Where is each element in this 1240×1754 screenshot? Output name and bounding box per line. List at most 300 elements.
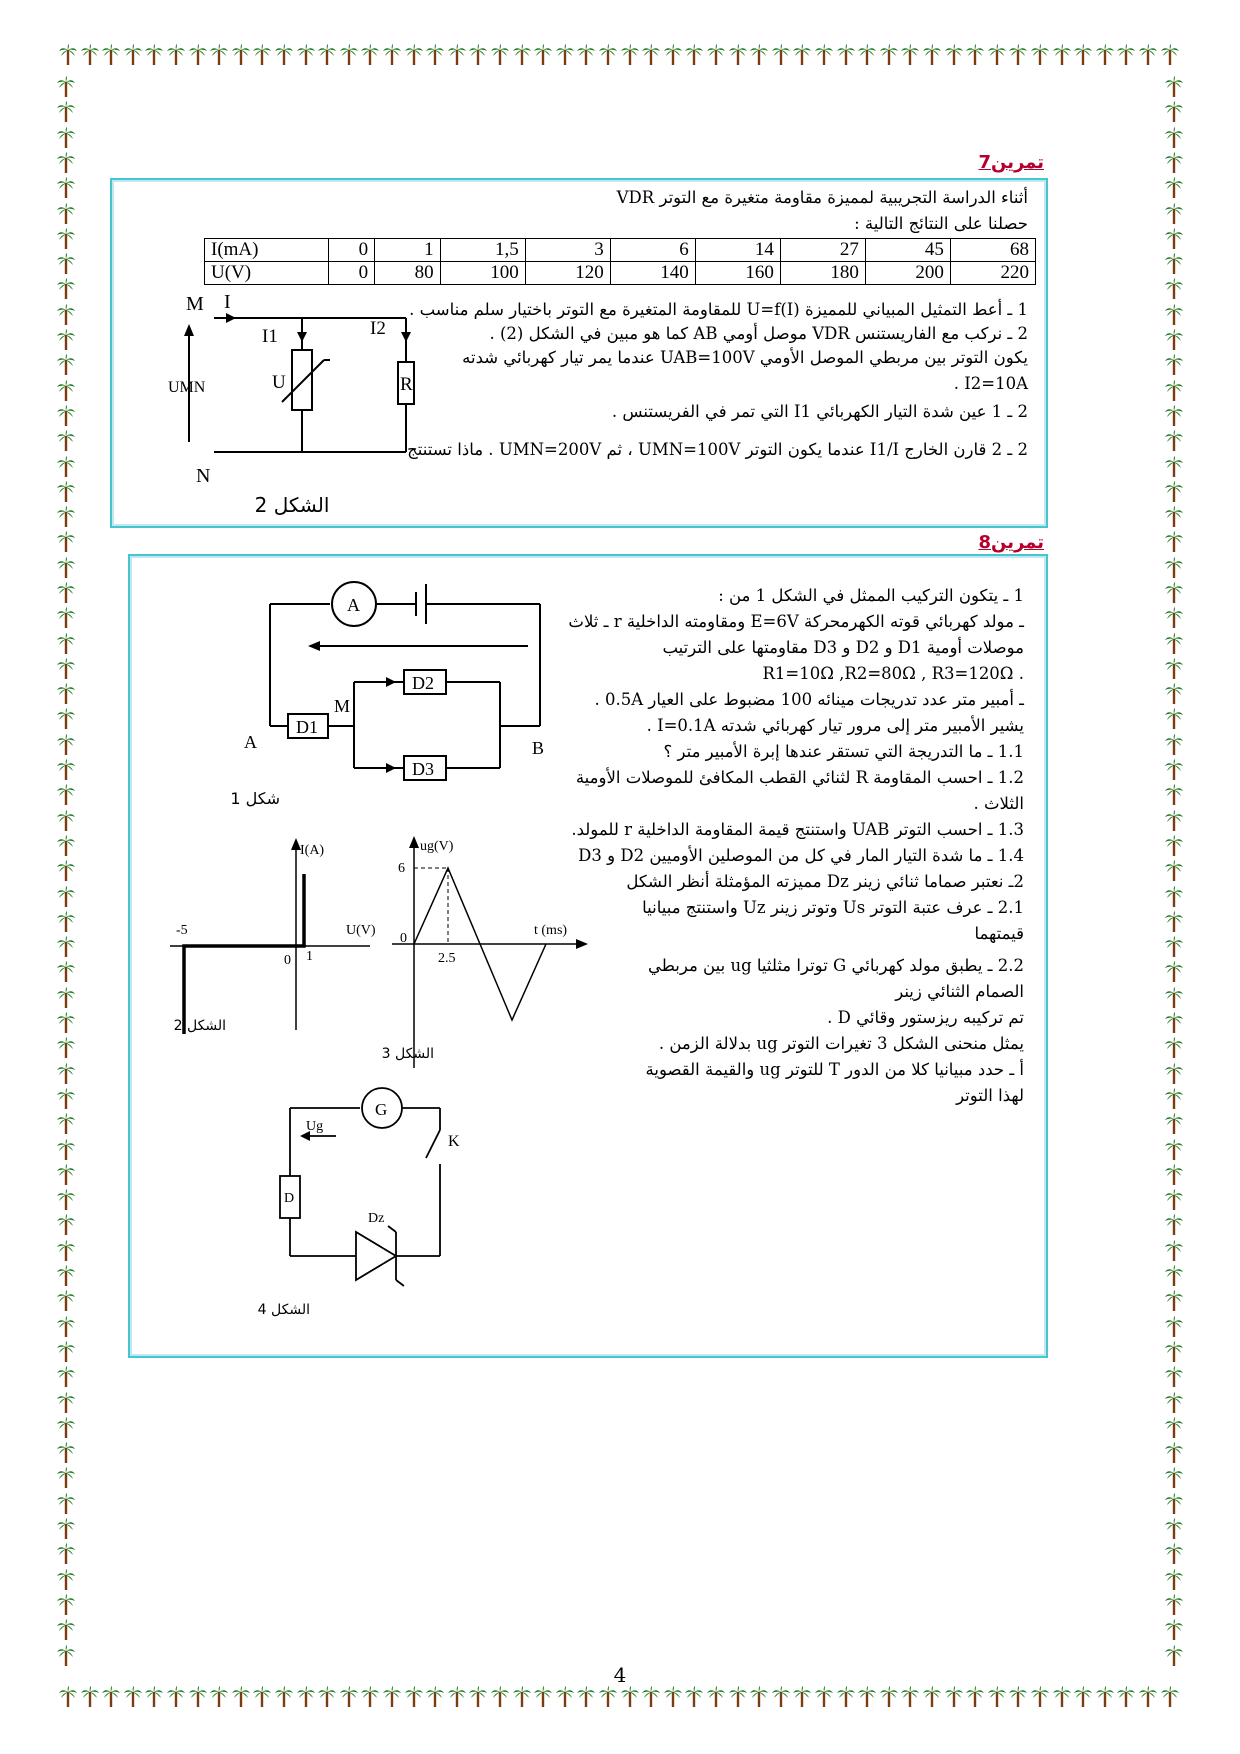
palm-tree-icon: [1164, 1392, 1184, 1414]
palm-tree-icon: [1164, 582, 1184, 604]
table-cell: 14: [695, 239, 780, 262]
text-line: قيمتهما: [974, 924, 1024, 943]
palm-tree-icon: [620, 1686, 640, 1708]
question-line: 2 ـ 1 عين شدة التيار الكهربائي I1 التي تمر في الفريستنس .: [611, 402, 1028, 421]
palm-tree-icon: [1164, 1290, 1184, 1312]
palm-tree-icon: [56, 658, 76, 680]
palm-tree-icon: [1164, 456, 1184, 478]
palm-tree-icon: [1073, 1686, 1093, 1708]
table-cell: I(mA): [205, 239, 329, 262]
palm-tree-icon: [1164, 152, 1184, 174]
label-B: B: [532, 738, 545, 758]
palm-tree-icon: [56, 1088, 76, 1110]
axis-label-x: t (ms): [534, 923, 568, 938]
palm-tree-icon: [576, 1686, 596, 1708]
palm-tree-icon: [944, 1686, 964, 1708]
palm-tree-icon: [404, 44, 424, 66]
label-ug: Ug: [306, 1119, 324, 1134]
palm-tree-icon: [56, 228, 76, 250]
palm-tree-icon: [1052, 44, 1072, 66]
label-M: M: [334, 696, 351, 716]
palm-tree-icon: [620, 44, 640, 66]
tick-label: 6: [398, 861, 405, 876]
palm-tree-icon: [56, 405, 76, 427]
palm-tree-icon: [663, 1686, 683, 1708]
palm-tree-icon: [166, 44, 186, 66]
text-line: 1.4 ـ ما شدة التيار المار في كل من الموصلين الأوميين D2 و D3: [578, 846, 1024, 865]
palm-tree-icon: [339, 1686, 359, 1708]
palm-tree-icon: [922, 44, 942, 66]
palm-tree-icon: [166, 1686, 186, 1708]
table-cell: 6: [610, 239, 695, 262]
palm-tree-icon: [274, 1686, 294, 1708]
palm-tree-icon: [123, 1686, 143, 1708]
palm-tree-icon: [56, 1467, 76, 1489]
text-line: ـ أمبير متر عدد تدريجات مينائه 100 مضبوط على العيار 0.5A .: [594, 690, 1024, 709]
palm-tree-icon: [1164, 1139, 1184, 1161]
text-line: أ ـ حدد مبيانيا كلا من الدور T للتوتر ug والقيمة القصوية: [645, 1060, 1024, 1079]
palm-tree-icon: [56, 734, 76, 756]
palm-tree-icon: [56, 354, 76, 376]
palm-tree-icon: [56, 961, 76, 983]
palm-tree-icon: [56, 1037, 76, 1059]
palm-tree-icon: [56, 1341, 76, 1363]
palm-tree-icon: [1164, 1493, 1184, 1515]
table-cell: 68: [950, 239, 1035, 262]
palm-tree-icon: [56, 987, 76, 1009]
palm-tree-icon: [252, 1686, 272, 1708]
palm-tree-icon: [1116, 44, 1136, 66]
palm-tree-icon: [814, 44, 834, 66]
palm-tree-icon: [101, 44, 121, 66]
palm-tree-icon: [1164, 1366, 1184, 1388]
palm-tree-icon: [56, 1290, 76, 1312]
palm-tree-icon: [728, 44, 748, 66]
palm-tree-icon: [792, 1686, 812, 1708]
palm-tree-icon: [1164, 987, 1184, 1009]
palm-tree-icon: [1164, 1341, 1184, 1363]
exercise-8-box: [128, 554, 1048, 1358]
palm-tree-icon: [58, 1686, 78, 1708]
palm-tree-icon: [1164, 911, 1184, 933]
palm-tree-icon: [274, 44, 294, 66]
palm-tree-icon: [1160, 1686, 1180, 1708]
palm-tree-icon: [836, 1686, 856, 1708]
palm-tree-icon: [1164, 633, 1184, 655]
palm-tree-icon: [1164, 936, 1184, 958]
palm-tree-icon: [1138, 44, 1158, 66]
palm-tree-icon: [857, 44, 877, 66]
palm-tree-icon: [144, 1686, 164, 1708]
palm-tree-icon: [56, 911, 76, 933]
palm-tree-icon: [1164, 759, 1184, 781]
palm-tree-icon: [1164, 304, 1184, 326]
palm-tree-icon: [56, 860, 76, 882]
palm-tree-icon: [56, 1214, 76, 1236]
palm-tree-icon: [533, 44, 553, 66]
arrow-icon: [226, 313, 236, 323]
palm-tree-icon: [1164, 683, 1184, 705]
palm-tree-icon: [56, 835, 76, 857]
palm-tree-icon: [1164, 1543, 1184, 1565]
exercise-7-box: [110, 178, 1048, 528]
palm-tree-icon: [1030, 1686, 1050, 1708]
palm-tree-icon: [965, 1686, 985, 1708]
label-I2: I2: [370, 318, 386, 339]
palm-tree-icon: [490, 44, 510, 66]
question-line: 2 ـ نركب مع الفاريستنس VDR موصل أومي AB كما هو مبين في الشكل (2) .: [489, 324, 1028, 343]
exercise-7-title: تمرين7: [978, 152, 1044, 173]
palm-tree-icon: [749, 1686, 769, 1708]
palm-tree-icon: [360, 1686, 380, 1708]
table-cell: 0: [328, 262, 374, 285]
palm-tree-icon: [56, 936, 76, 958]
palm-tree-icon: [56, 203, 76, 225]
table-cell: 120: [525, 262, 610, 285]
palm-tree-icon: [1164, 481, 1184, 503]
palm-tree-icon: [1073, 44, 1093, 66]
palm-tree-icon: [900, 44, 920, 66]
text-line: 1.2 ـ احسب المقاومة R لثنائي القطب المكافئ للموصلات الأومية: [575, 768, 1024, 787]
palm-tree-icon: [56, 329, 76, 351]
palm-tree-icon: [771, 1686, 791, 1708]
palm-tree-icon: [188, 1686, 208, 1708]
text-line: 1.3 ـ احسب التوتر UAB واستنتج قيمة المقاومة الداخلية r للمولد.: [571, 820, 1024, 839]
palm-tree-icon: [749, 44, 769, 66]
text-line: . R1=10Ω ,R2=80Ω , R3=120Ω: [762, 664, 1024, 683]
palm-tree-icon: [1164, 1037, 1184, 1059]
palm-tree-icon: [684, 44, 704, 66]
label-D1: D1: [296, 717, 318, 737]
circuit-figure-4: [257, 1086, 530, 1326]
palm-tree-icon: [1164, 1088, 1184, 1110]
label-U: U: [272, 372, 286, 393]
palm-tree-icon: [1164, 1417, 1184, 1439]
palm-tree-icon: [1164, 354, 1184, 376]
palm-tree-icon: [317, 1686, 337, 1708]
palm-tree-icon: [56, 253, 76, 275]
palm-tree-icon: [1164, 329, 1184, 351]
text-line: ـ مولد كهربائي قوته الكهرمحركة E=6V ومقاومته الداخلية r ـ ثلاث: [568, 612, 1024, 631]
palm-tree-icon: [317, 44, 337, 66]
palm-tree-icon: [1164, 734, 1184, 756]
palm-tree-icon: [56, 456, 76, 478]
palm-tree-icon: [1095, 1686, 1115, 1708]
palm-tree-icon: [1164, 1240, 1184, 1262]
label-I1: I1: [262, 326, 278, 347]
table-cell: 1,5: [440, 239, 525, 262]
text-line: الصمام الثنائي زينر: [895, 982, 1024, 1001]
palm-tree-icon: [922, 1686, 942, 1708]
palm-tree-icon: [555, 44, 575, 66]
palm-tree-icon: [80, 1686, 100, 1708]
palm-tree-icon: [56, 531, 76, 553]
palm-tree-icon: [339, 44, 359, 66]
axis-label-y: ug(V): [420, 839, 454, 854]
text-line: موصلات أومية D1 و D2 و D3 مقاومتها على الترتيب: [662, 638, 1024, 657]
palm-tree-icon: [56, 1012, 76, 1034]
palm-tree-icon: [1164, 1063, 1184, 1085]
palm-tree-icon: [1164, 531, 1184, 553]
palm-tree-icon: [1164, 835, 1184, 857]
palm-tree-icon: [56, 1442, 76, 1464]
palm-tree-icon: [814, 1686, 834, 1708]
palm-tree-icon: [144, 44, 164, 66]
table-cell: 160: [695, 262, 780, 285]
palm-tree-icon: [56, 1619, 76, 1641]
palm-tree-icon: [1164, 860, 1184, 882]
palm-tree-icon: [56, 177, 76, 199]
table-cell: 1: [375, 239, 441, 262]
palm-tree-icon: [56, 1139, 76, 1161]
palm-tree-icon: [56, 1316, 76, 1338]
palm-tree-icon: [1095, 44, 1115, 66]
palm-tree-icon: [360, 44, 380, 66]
palm-tree-icon: [56, 1265, 76, 1287]
palm-tree-icon: [56, 1543, 76, 1565]
palm-tree-icon: [1164, 1113, 1184, 1135]
palm-tree-icon: [468, 44, 488, 66]
palm-tree-icon: [56, 784, 76, 806]
palm-tree-icon: [1164, 961, 1184, 983]
table-cell: 3: [525, 239, 610, 262]
palm-tree-icon: [56, 1594, 76, 1616]
intro-line: أثناء الدراسة التجريبية لمميزة مقاومة متغيرة مع التوتر VDR: [616, 188, 1028, 207]
label-A: A: [244, 732, 257, 752]
palm-tree-icon: [1164, 253, 1184, 275]
label-D2: D2: [412, 673, 434, 693]
palm-tree-icon: [56, 152, 76, 174]
palm-tree-icon: [879, 1686, 899, 1708]
palm-tree-icon: [56, 481, 76, 503]
palm-tree-icon: [56, 557, 76, 579]
question-line: 2 ـ 2 قارن الخارج I1/I عندما يكون التوتر UMN=100V ، ثم UMN=200V . ماذا تستنتج: [407, 440, 1028, 459]
palm-tree-icon: [1160, 44, 1180, 66]
table-cell: 220: [950, 262, 1035, 285]
ammeter-label: A: [347, 595, 360, 615]
palm-tree-icon: [56, 1164, 76, 1186]
palm-tree-icon: [56, 430, 76, 452]
palm-tree-icon: [533, 1686, 553, 1708]
palm-tree-icon: [404, 1686, 424, 1708]
palm-tree-icon: [728, 1686, 748, 1708]
palm-tree-icon: [56, 1366, 76, 1388]
measurement-table: [204, 238, 1036, 285]
palm-tree-icon: [231, 1686, 251, 1708]
circuit-figure-2: [168, 291, 474, 524]
text-line: الثلاث .: [973, 794, 1024, 813]
table-cell: 200: [865, 262, 950, 285]
palm-tree-icon: [1164, 1265, 1184, 1287]
label-I: I: [224, 291, 231, 313]
palm-tree-icon: [252, 44, 272, 66]
text-line: يشير الأمبير متر إلى مرور تيار كهربائي شدته I=0.1A .: [646, 716, 1024, 735]
palm-tree-icon: [1164, 76, 1184, 98]
palm-tree-icon: [1164, 886, 1184, 908]
tick-label: 1: [306, 949, 313, 964]
tick-label: 0: [284, 953, 291, 968]
table-cell: 180: [780, 262, 865, 285]
palm-tree-icon: [296, 44, 316, 66]
palm-tree-icon: [56, 1417, 76, 1439]
figure-caption: الشكل 3: [381, 1046, 434, 1062]
palm-tree-icon: [512, 1686, 532, 1708]
palm-tree-icon: [1164, 784, 1184, 806]
palm-tree-icon: [1164, 1316, 1184, 1338]
palm-tree-icon: [58, 44, 78, 66]
palm-tree-icon: [56, 1113, 76, 1135]
palm-tree-icon: [56, 304, 76, 326]
arrow-icon: [308, 641, 320, 651]
palm-tree-icon: [1164, 430, 1184, 452]
arrow-icon: [386, 677, 396, 687]
palm-tree-icon: [56, 759, 76, 781]
tick-label: 0: [400, 931, 407, 946]
figure-caption: الشكل 2: [173, 1018, 226, 1034]
palm-tree-icon: [706, 44, 726, 66]
palm-tree-icon: [56, 76, 76, 98]
palm-tree-icon: [641, 44, 661, 66]
palm-tree-icon: [1164, 810, 1184, 832]
palm-tree-icon: [576, 44, 596, 66]
voltage-graph-figure-3: [381, 832, 594, 1072]
palm-tree-icon: [56, 380, 76, 402]
table-cell: 80: [375, 262, 441, 285]
text-line: 2.1 ـ عرف عتبة التوتر Us وتوتر زينر Uz واستنتج مبيانيا: [642, 898, 1024, 917]
palm-tree-icon: [1052, 1686, 1072, 1708]
palm-tree-icon: [1164, 101, 1184, 123]
palm-tree-icon: [56, 1063, 76, 1085]
table-cell: 27: [780, 239, 865, 262]
palm-tree-icon: [1164, 228, 1184, 250]
axis-label-x: U(V): [346, 923, 376, 938]
palm-tree-icon: [447, 44, 467, 66]
palm-tree-icon: [209, 1686, 229, 1708]
axis-label-y: I(A): [300, 843, 325, 858]
text-line: تم تركيبه ريزستور وقائي D .: [827, 1008, 1024, 1027]
palm-tree-icon: [80, 44, 100, 66]
palm-tree-icon: [1164, 1594, 1184, 1616]
exercise-8-title: تمرين8: [978, 532, 1044, 553]
palm-tree-icon: [1164, 1569, 1184, 1591]
palm-tree-icon: [1164, 607, 1184, 629]
question-line: 1 ـ أعط التمثيل المبياني للمميزة U=f(I) للمقاومة المتغيرة مع التوتر باختيار سلم مناسب .: [409, 300, 1028, 319]
table-cell: 0: [328, 239, 374, 262]
palm-tree-icon: [1164, 278, 1184, 300]
palm-tree-icon: [987, 44, 1007, 66]
tick-label: 2.5: [438, 951, 456, 966]
palm-tree-icon: [56, 1392, 76, 1414]
table-cell: U(V): [205, 262, 329, 285]
palm-tree-icon: [1164, 506, 1184, 528]
label-Dz: Dz: [368, 1211, 385, 1226]
palm-tree-icon: [56, 1569, 76, 1591]
palm-tree-icon: [490, 1686, 510, 1708]
palm-tree-icon: [1164, 405, 1184, 427]
palm-tree-icon: [56, 127, 76, 149]
palm-tree-icon: [1030, 44, 1050, 66]
table-row: [205, 239, 1036, 262]
palm-tree-icon: [56, 633, 76, 655]
label-D: D: [284, 1191, 295, 1206]
arrow-icon: [184, 324, 194, 336]
palm-tree-icon: [965, 44, 985, 66]
palm-tree-icon: [684, 1686, 704, 1708]
palm-tree-icon: [56, 1493, 76, 1515]
zener-characteristic-figure-2: [160, 834, 380, 1034]
generator-label: G: [375, 1100, 388, 1119]
palm-tree-icon: [879, 44, 899, 66]
palm-tree-icon: [382, 1686, 402, 1708]
palm-tree-icon: [425, 44, 445, 66]
palm-tree-icon: [1164, 658, 1184, 680]
palm-tree-icon: [1164, 1619, 1184, 1641]
palm-tree-icon: [56, 101, 76, 123]
palm-tree-icon: [56, 1518, 76, 1540]
circuit-figure-1: [230, 560, 610, 810]
palm-tree-icon: [512, 44, 532, 66]
palm-tree-icon: [231, 44, 251, 66]
palm-tree-icon: [56, 886, 76, 908]
arrow-icon: [297, 332, 307, 342]
palm-tree-icon: [56, 810, 76, 832]
palm-tree-icon: [598, 1686, 618, 1708]
palm-tree-icon: [555, 1686, 575, 1708]
label-D3: D3: [412, 759, 434, 779]
palm-tree-icon: [1138, 1686, 1158, 1708]
palm-tree-icon: [987, 1686, 1007, 1708]
text-line: 1 ـ يتكون التركيب الممثل في الشكل 1 من :: [718, 586, 1024, 605]
arrow-icon: [401, 332, 411, 342]
palm-tree-icon: [1164, 1164, 1184, 1186]
palm-tree-icon: [101, 1686, 121, 1708]
palm-tree-icon: [1164, 127, 1184, 149]
arrow-icon: [576, 939, 588, 949]
palm-tree-icon: [447, 1686, 467, 1708]
palm-tree-icon: [56, 1240, 76, 1262]
palm-tree-icon: [663, 44, 683, 66]
palm-tree-icon: [1164, 557, 1184, 579]
palm-tree-icon: [56, 582, 76, 604]
label-N: N: [196, 465, 211, 487]
table-cell: 140: [610, 262, 695, 285]
palm-tree-icon: [1164, 1467, 1184, 1489]
question-line: يكون التوتر بين مربطي الموصل الأومي UAB=100V عندما يمر تيار كهربائي شدته: [462, 348, 1028, 367]
palm-tree-icon: [1164, 708, 1184, 730]
palm-tree-icon: [641, 1686, 661, 1708]
palm-tree-icon: [56, 708, 76, 730]
palm-tree-icon: [296, 1686, 316, 1708]
palm-tree-icon: [1008, 44, 1028, 66]
palm-tree-icon: [56, 506, 76, 528]
palm-tree-icon: [123, 44, 143, 66]
palm-tree-icon: [1164, 380, 1184, 402]
palm-tree-icon: [425, 1686, 445, 1708]
palm-tree-icon: [771, 44, 791, 66]
palm-tree-icon: [468, 1686, 488, 1708]
table-cell: 100: [440, 262, 525, 285]
figure-caption: شكل 1: [230, 789, 280, 808]
palm-tree-icon: [188, 44, 208, 66]
palm-tree-icon: [1164, 1012, 1184, 1034]
table-row: [205, 262, 1036, 285]
palm-tree-icon: [706, 1686, 726, 1708]
text-line: 2ـ نعتبر صماما ثنائي زينر Dz مميزته المؤمثلة أنظر الشكل: [626, 872, 1024, 891]
figure-caption: الشكل 2: [254, 493, 330, 517]
palm-tree-icon: [944, 44, 964, 66]
arrow-icon: [386, 763, 396, 773]
label-UMN: UMN: [168, 379, 206, 396]
